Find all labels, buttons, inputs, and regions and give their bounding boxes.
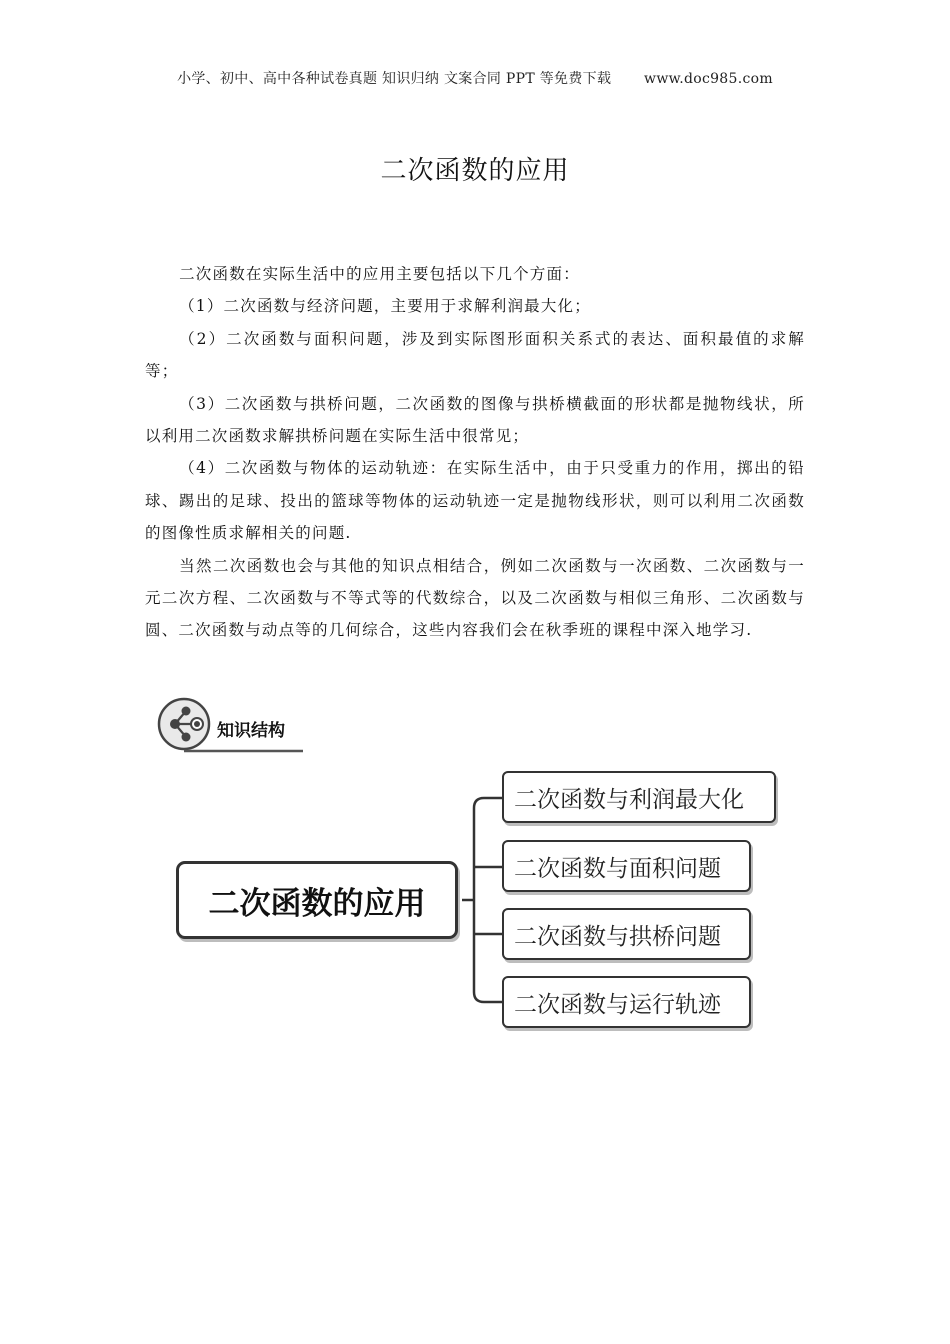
- paragraph: （4）二次函数与物体的运动轨迹：在实际生活中，由于只受重力的作用，掷出的铅球、踢出的足球、投出的篮球等物体的运动轨迹一定是抛物线形状，则可以利用二次函数的图像性质求解相关的问题.: [145, 459, 805, 543]
- mindmap-root-node: 二次函数的应用: [176, 861, 458, 939]
- mindmap-branch-bridge: 二次函数与拱桥问题: [502, 908, 751, 960]
- header-text: 小学、初中、高中各种试卷真题 知识归纳 文案合同 PPT 等免费下载: [177, 71, 612, 87]
- knowledge-structure-mindmap: [170, 765, 790, 1040]
- mindmap-branch-profit: 二次函数与利润最大化: [502, 771, 776, 823]
- document-title: 二次函数的应用: [380, 156, 570, 186]
- paragraph: （3）二次函数与拱桥问题，二次函数的图像与拱桥横截面的形状都是抛物线状，所以利用二次函数求解拱桥问题在实际生活中很常见；: [145, 394, 805, 446]
- section-label: 知识结构: [217, 721, 285, 741]
- intro-text: [145, 258, 805, 647]
- paragraph: （2）二次函数与面积问题，涉及到实际图形面积关系式的表达、面积最值的求解等；: [145, 329, 805, 381]
- page-header: [0, 68, 950, 88]
- mindmap-branch-area: 二次函数与面积问题: [502, 840, 751, 892]
- header-site-link[interactable]: www.doc985.com: [644, 71, 773, 87]
- paragraph: （1）二次函数与经济问题，主要用于求解利润最大化；: [179, 297, 591, 316]
- paragraph: 二次函数在实际生活中的应用主要包括以下几个方面：: [179, 265, 580, 283]
- paragraph: 当然二次函数也会与其他的知识点相结合，例如二次函数与一次函数、二次函数与一元二次方程、二次函数与不等式等的代数综合，以及二次函数与相似三角形、二次函数与圆、二次函数与动点等的几何综合，这些内容我们会在秋季班的课程中深入地学习.: [145, 556, 805, 640]
- mindmap-branch-trajectory: 二次函数与运行轨迹: [502, 976, 751, 1028]
- section-heading: [155, 696, 305, 754]
